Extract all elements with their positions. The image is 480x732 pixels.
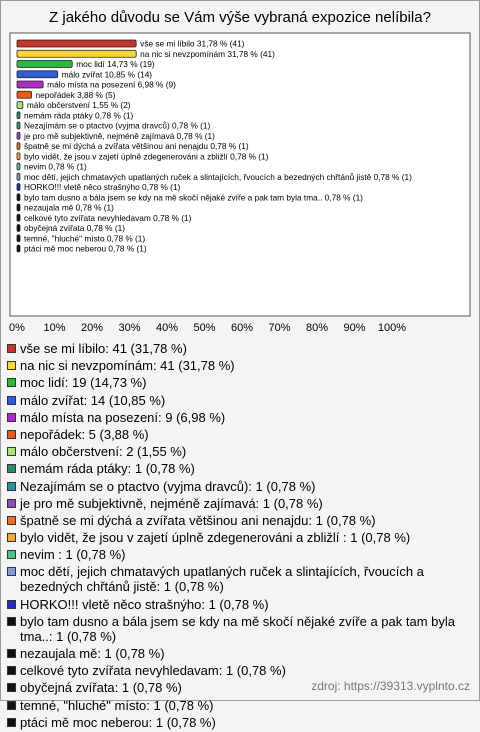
legend-label: moc dětí, jejich chmatavých upatlaných ruček a slintajících, řvoucích a bezedných chřtánů jistě: 1 (0,78 %)	[20, 564, 424, 595]
legend-item	[7, 597, 473, 612]
bar	[17, 112, 20, 119]
bar	[17, 40, 136, 47]
legend-swatch	[7, 567, 16, 576]
bar	[17, 153, 20, 160]
x-tick-label: 30%	[118, 322, 141, 334]
bar-label: moc lidí 14,73 % (19)	[76, 59, 155, 69]
legend-swatch	[7, 516, 16, 525]
legend-item	[7, 547, 473, 562]
legend-swatch	[7, 344, 16, 353]
x-tick-label: 60%	[230, 322, 254, 334]
legend-swatch	[7, 396, 16, 405]
bar-label: Nezajímám se o ptactvo (vyjma dravců) 0,78 % (1)	[24, 120, 211, 131]
bar	[17, 81, 43, 88]
legend-swatch	[7, 482, 16, 491]
legend-swatch	[7, 464, 16, 473]
legend-swatch	[7, 430, 16, 439]
legend-label: moc lidí: 19 (14,73 %)	[20, 375, 147, 391]
legend-item	[7, 393, 473, 408]
legend-item	[7, 444, 473, 459]
x-tick-label: 20%	[80, 322, 104, 334]
x-tick-label: 100%	[377, 322, 407, 334]
bar-label: nezaujala mě 0,78 % (1)	[24, 202, 114, 213]
legend-item	[7, 461, 473, 476]
bar-label: nepořádek 3,88 % (5)	[35, 89, 116, 100]
bar-label: špatně se mi dýchá a zvířata většinou ani nenajdu 0,78 % (1)	[24, 141, 249, 151]
bar	[17, 173, 20, 180]
legend-item	[7, 663, 473, 678]
chart-title: Z jakého důvodu se Vám výše vybraná expozice nelíbila?	[49, 9, 431, 26]
x-tick-label: 50%	[193, 322, 216, 334]
bar	[17, 71, 58, 78]
legend-item	[7, 358, 473, 373]
source-link[interactable]: zdroj: https://39313.vyplnto.cz	[311, 679, 470, 693]
legend-label: ptáci mě moc neberou: 1 (0,78 %)	[20, 714, 216, 730]
bar-label: málo místa na posezení 6,98 % (9)	[47, 79, 176, 90]
legend-label: HORKO!!! vletě něco strašnýho: 1 (0,78 %)	[20, 596, 269, 612]
legend-swatch	[7, 649, 16, 658]
bar	[17, 50, 136, 57]
bar	[17, 214, 20, 221]
legend-item	[7, 646, 473, 661]
legend-label: nemám ráda ptáky: 1 (0,78 %)	[20, 461, 195, 477]
legend-label: málo občerstvení: 2 (1,55 %)	[20, 444, 187, 460]
x-tick-label: 70%	[268, 322, 291, 334]
x-tick-label: 10%	[43, 322, 66, 334]
bar	[17, 91, 32, 98]
bar-label: bylo tam dusno a bála jsem se kdy na mě skočí nějaké zvíře a pak tam byla tma.. 0,78 % (1)	[24, 192, 363, 203]
legend-item	[7, 698, 473, 713]
bar	[17, 102, 23, 109]
legend-swatch	[7, 533, 16, 542]
bar-label: temné, "hluché" místo 0,78 % (1)	[24, 233, 146, 244]
bar	[17, 132, 20, 139]
legend-label: málo zvířat: 14 (10,85 %)	[20, 392, 166, 408]
legend-item	[7, 410, 473, 425]
legend-label: bylo tam dusno a bála jsem se kdy na mě skočí nějaké zvíře a pak tam byla tma..: 1 (0,78 %)	[20, 613, 455, 644]
legend-swatch	[7, 447, 16, 456]
legend-item	[7, 427, 473, 442]
legend-label: nevim : 1 (0,78 %)	[20, 547, 126, 563]
bar	[17, 184, 20, 191]
bar-label: nemám ráda ptáky 0,78 % (1)	[24, 110, 134, 121]
legend-item	[7, 496, 473, 511]
legend-item	[7, 479, 473, 494]
legend-label: je pro mě subjektivně, nejméně zajímavá: 1 (0,78 %)	[20, 495, 323, 511]
legend-label: obyčejná zvířata: 1 (0,78 %)	[20, 680, 182, 696]
bar-label: málo zvířat 10,85 % (14)	[61, 69, 153, 80]
bar	[17, 194, 20, 201]
bar	[17, 225, 20, 232]
legend-item	[7, 513, 473, 528]
legend-label: celkové tyto zvířata nevyhledavam: 1 (0,78 %)	[20, 663, 286, 679]
legend-item	[7, 614, 473, 644]
bar-label: ptáci mě moc neberou 0,78 % (1)	[24, 243, 147, 254]
bar	[17, 61, 72, 68]
legend-label: temné, "hluché" místo: 1 (0,78 %)	[20, 697, 214, 713]
bar	[17, 122, 20, 129]
legend-swatch	[7, 499, 16, 508]
bar	[17, 204, 20, 211]
legend-swatch	[7, 617, 16, 626]
legend-label: vše se mi líbilo: 41 (31,78 %)	[20, 341, 187, 356]
chart-legend	[7, 341, 473, 732]
legend-swatch	[7, 600, 16, 609]
legend-swatch	[7, 701, 16, 710]
bar	[17, 235, 20, 242]
bar-label: celkové tyto zvířata nevyhledavam 0,78 % (1)	[24, 212, 192, 223]
x-tick-label: 90%	[343, 322, 366, 334]
legend-swatch	[7, 361, 16, 370]
x-tick-label: 80%	[305, 322, 329, 334]
legend-item	[7, 341, 473, 356]
legend-swatch	[7, 718, 16, 727]
bar-label: HORKO!!! vletě něco strašnýho 0,78 % (1)	[24, 182, 181, 192]
bar	[17, 143, 20, 150]
legend-label: málo místa na posezení: 9 (6,98 %)	[20, 409, 226, 425]
bar-label: bylo vidět, že jsou v zajetí úplně zdegenerováni a zbližlí 0,78 % (1)	[24, 151, 269, 162]
bar	[17, 245, 20, 252]
legend-label: Nezajímám se o ptactvo (vyjma dravců): 1 (0,78 %)	[20, 478, 316, 494]
bar-label: moc dětí, jejich chmatavých upatlaných ruček a slintajících, řvoucích a bezedných chřtánů jistě 0,78 % (1)	[24, 171, 412, 182]
bar-label: je pro mě subjektivně, nejméně zajímavá 0,78 % (1)	[24, 130, 215, 141]
legend-label: nezaujala mě: 1 (0,78 %)	[20, 646, 165, 661]
legend-item	[7, 530, 473, 545]
x-tick-label: 0%	[9, 322, 25, 334]
legend-label: na nic si nevzpomínám: 41 (31,78 %)	[20, 358, 235, 374]
bar-label: málo občerstvení 1,55 % (2)	[26, 100, 131, 110]
bar-chart	[0, 0, 480, 340]
x-tick-label: 40%	[155, 322, 179, 334]
bar-label: na nic si nevzpomínám 31,78 % (41)	[140, 48, 275, 59]
bar-label: obyčejná zvířata 0,78 % (1)	[24, 223, 125, 233]
legend-label: nepořádek: 5 (3,88 %)	[20, 426, 149, 442]
legend-swatch	[7, 683, 16, 692]
legend-swatch	[7, 413, 16, 422]
bar-label: vše se mi líbilo 31,78 % (41)	[140, 38, 245, 49]
legend-item	[7, 715, 473, 730]
legend-label: špatně se mi dýchá a zvířata většinou ani nenajdu: 1 (0,78 %)	[20, 512, 376, 528]
bar	[17, 163, 20, 170]
legend-swatch	[7, 378, 16, 387]
legend-swatch	[7, 550, 16, 559]
legend-swatch	[7, 666, 16, 675]
legend-item	[7, 564, 473, 594]
bar-label: nevim 0,78 % (1)	[24, 161, 87, 172]
legend-item	[7, 375, 473, 390]
legend-label: bylo vidět, že jsou v zajetí úplně zdegenerováni a zbližlí : 1 (0,78 %)	[20, 530, 411, 546]
